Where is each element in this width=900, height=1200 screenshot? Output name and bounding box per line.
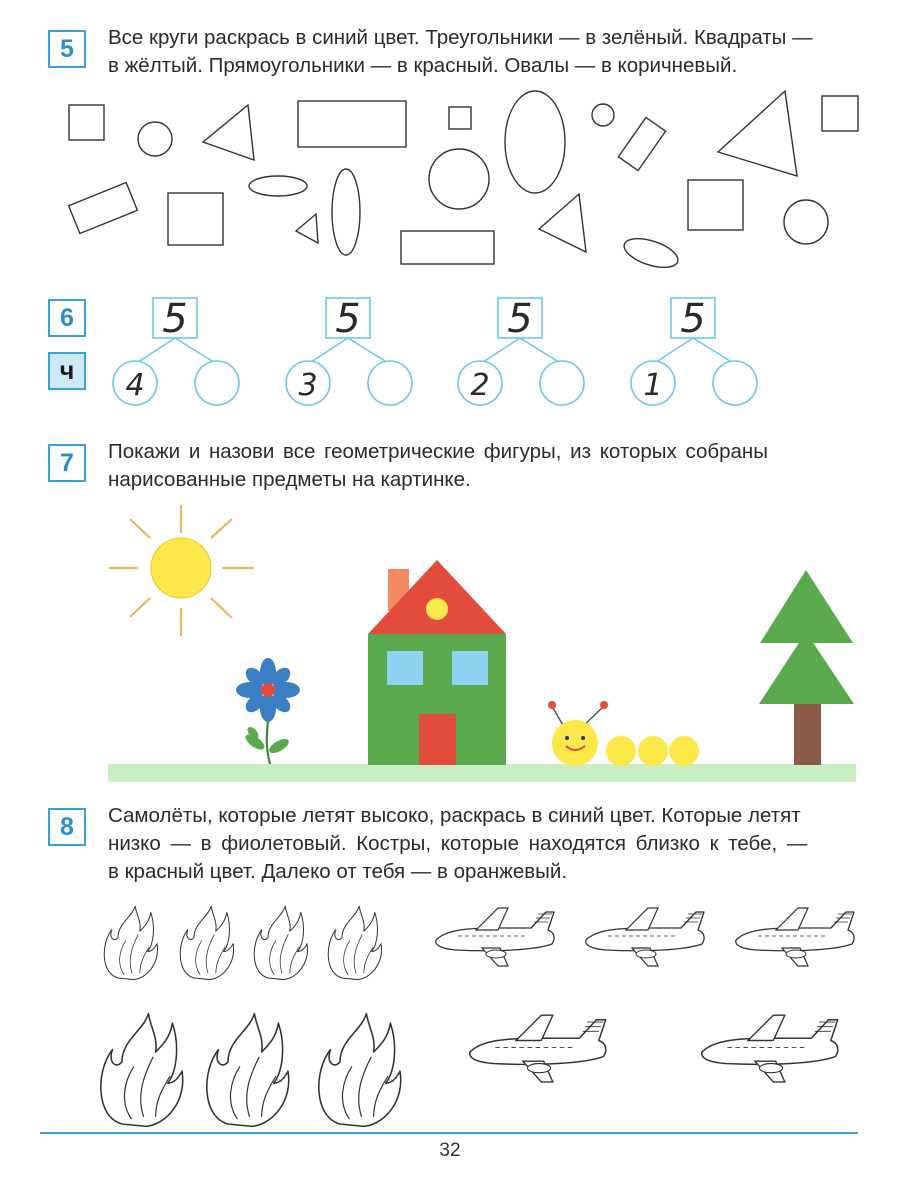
number-bond-4	[623, 296, 763, 408]
number-bond-3	[450, 296, 590, 408]
rectangle-shape[interactable]	[401, 231, 494, 264]
circle-shape[interactable]	[592, 104, 614, 126]
circle-shape[interactable]	[784, 200, 828, 244]
rectangle-shape[interactable]	[298, 101, 406, 147]
task-8-text	[108, 802, 860, 886]
right-part-circle[interactable]	[195, 361, 239, 405]
task-7-picture	[100, 495, 870, 795]
campfire-near-icon[interactable]	[101, 1014, 183, 1127]
task-5-shapes	[0, 85, 900, 275]
square-shape[interactable]	[688, 180, 743, 230]
tree-icon[interactable]	[759, 570, 854, 765]
airplane-high-icon[interactable]	[736, 908, 854, 966]
square-shape[interactable]	[449, 107, 471, 129]
left-part-digit: 3	[298, 368, 318, 403]
total-digit: 5	[680, 296, 706, 342]
number-bond-1	[105, 296, 245, 408]
triangle-shape[interactable]	[296, 214, 318, 243]
right-part-circle[interactable]	[540, 361, 584, 405]
oval-shape[interactable]	[249, 176, 307, 196]
task-8-number: 8	[48, 808, 86, 846]
task-8-drawings	[0, 895, 900, 1130]
footer-divider	[40, 1132, 858, 1134]
total-digit: 5	[335, 296, 361, 342]
oval-shape[interactable]	[505, 91, 565, 193]
task-5-text	[108, 24, 860, 80]
task-8-line-3: в красный цвет. Далеко от тебя — в оранжевый.	[108, 860, 568, 883]
square-shape[interactable]	[168, 193, 223, 245]
rectangle-shape[interactable]	[69, 182, 138, 233]
task-7-number: 7	[48, 444, 86, 482]
task-8-line-2: низко — в фиолетовый. Костры, которые находятся близко к тебе, —	[108, 832, 808, 855]
square-shape[interactable]	[69, 105, 104, 140]
task-7-text	[108, 438, 860, 494]
left-part-digit: 4	[125, 368, 145, 403]
airplane-low-icon[interactable]	[470, 1015, 606, 1082]
task-5-number: 5	[48, 30, 86, 68]
total-digit: 5	[507, 296, 533, 342]
total-digit: 5	[162, 296, 188, 342]
campfire-far-icon[interactable]	[104, 906, 157, 979]
campfire-near-icon[interactable]	[319, 1014, 401, 1127]
task-6-ch-badge: ч	[48, 352, 86, 390]
caterpillar-icon[interactable]	[548, 701, 699, 766]
campfire-near-icon[interactable]	[207, 1014, 289, 1127]
circle-shape[interactable]	[429, 149, 489, 209]
airplane-high-icon[interactable]	[586, 908, 704, 966]
left-part-digit: 1	[643, 368, 663, 403]
circle-shape[interactable]	[138, 122, 172, 156]
oval-shape[interactable]	[621, 233, 682, 273]
task-7-line-2: нарисованные предметы на картинке.	[108, 468, 471, 491]
campfire-far-icon[interactable]	[254, 906, 307, 979]
oval-shape[interactable]	[332, 169, 360, 255]
flower-icon[interactable]	[236, 658, 300, 764]
rectangle-shape[interactable]	[618, 117, 665, 170]
task-5-line-1: Все круги раскрась в синий цвет. Треугольники — в зелёный. Квадраты —	[108, 26, 813, 49]
number-bond-2	[278, 296, 418, 408]
airplane-low-icon[interactable]	[702, 1015, 838, 1082]
page-number: 32	[439, 1140, 461, 1161]
campfire-far-icon[interactable]	[328, 906, 381, 979]
task-7-line-1: Покажи и назови все геометрические фигуры, из которых собраны	[108, 440, 768, 463]
task-6-number: 6	[48, 299, 86, 337]
left-part-digit: 2	[470, 368, 490, 403]
right-part-circle[interactable]	[713, 361, 757, 405]
task-8-line-1: Самолёты, которые летят высоко, раскрась в синий цвет. Которые летят	[108, 804, 801, 827]
right-part-circle[interactable]	[368, 361, 412, 405]
sun-icon[interactable]	[109, 505, 254, 636]
house-icon[interactable]	[368, 560, 506, 765]
airplane-high-icon[interactable]	[436, 908, 554, 966]
task-5-line-2: в жёлтый. Прямоугольники — в красный. Овалы — в коричневый.	[108, 54, 738, 77]
triangle-shape[interactable]	[718, 91, 797, 176]
triangle-shape[interactable]	[539, 194, 586, 252]
campfire-far-icon[interactable]	[180, 906, 233, 979]
square-shape[interactable]	[822, 96, 858, 131]
triangle-shape[interactable]	[203, 105, 254, 160]
grass-strip	[108, 764, 856, 782]
